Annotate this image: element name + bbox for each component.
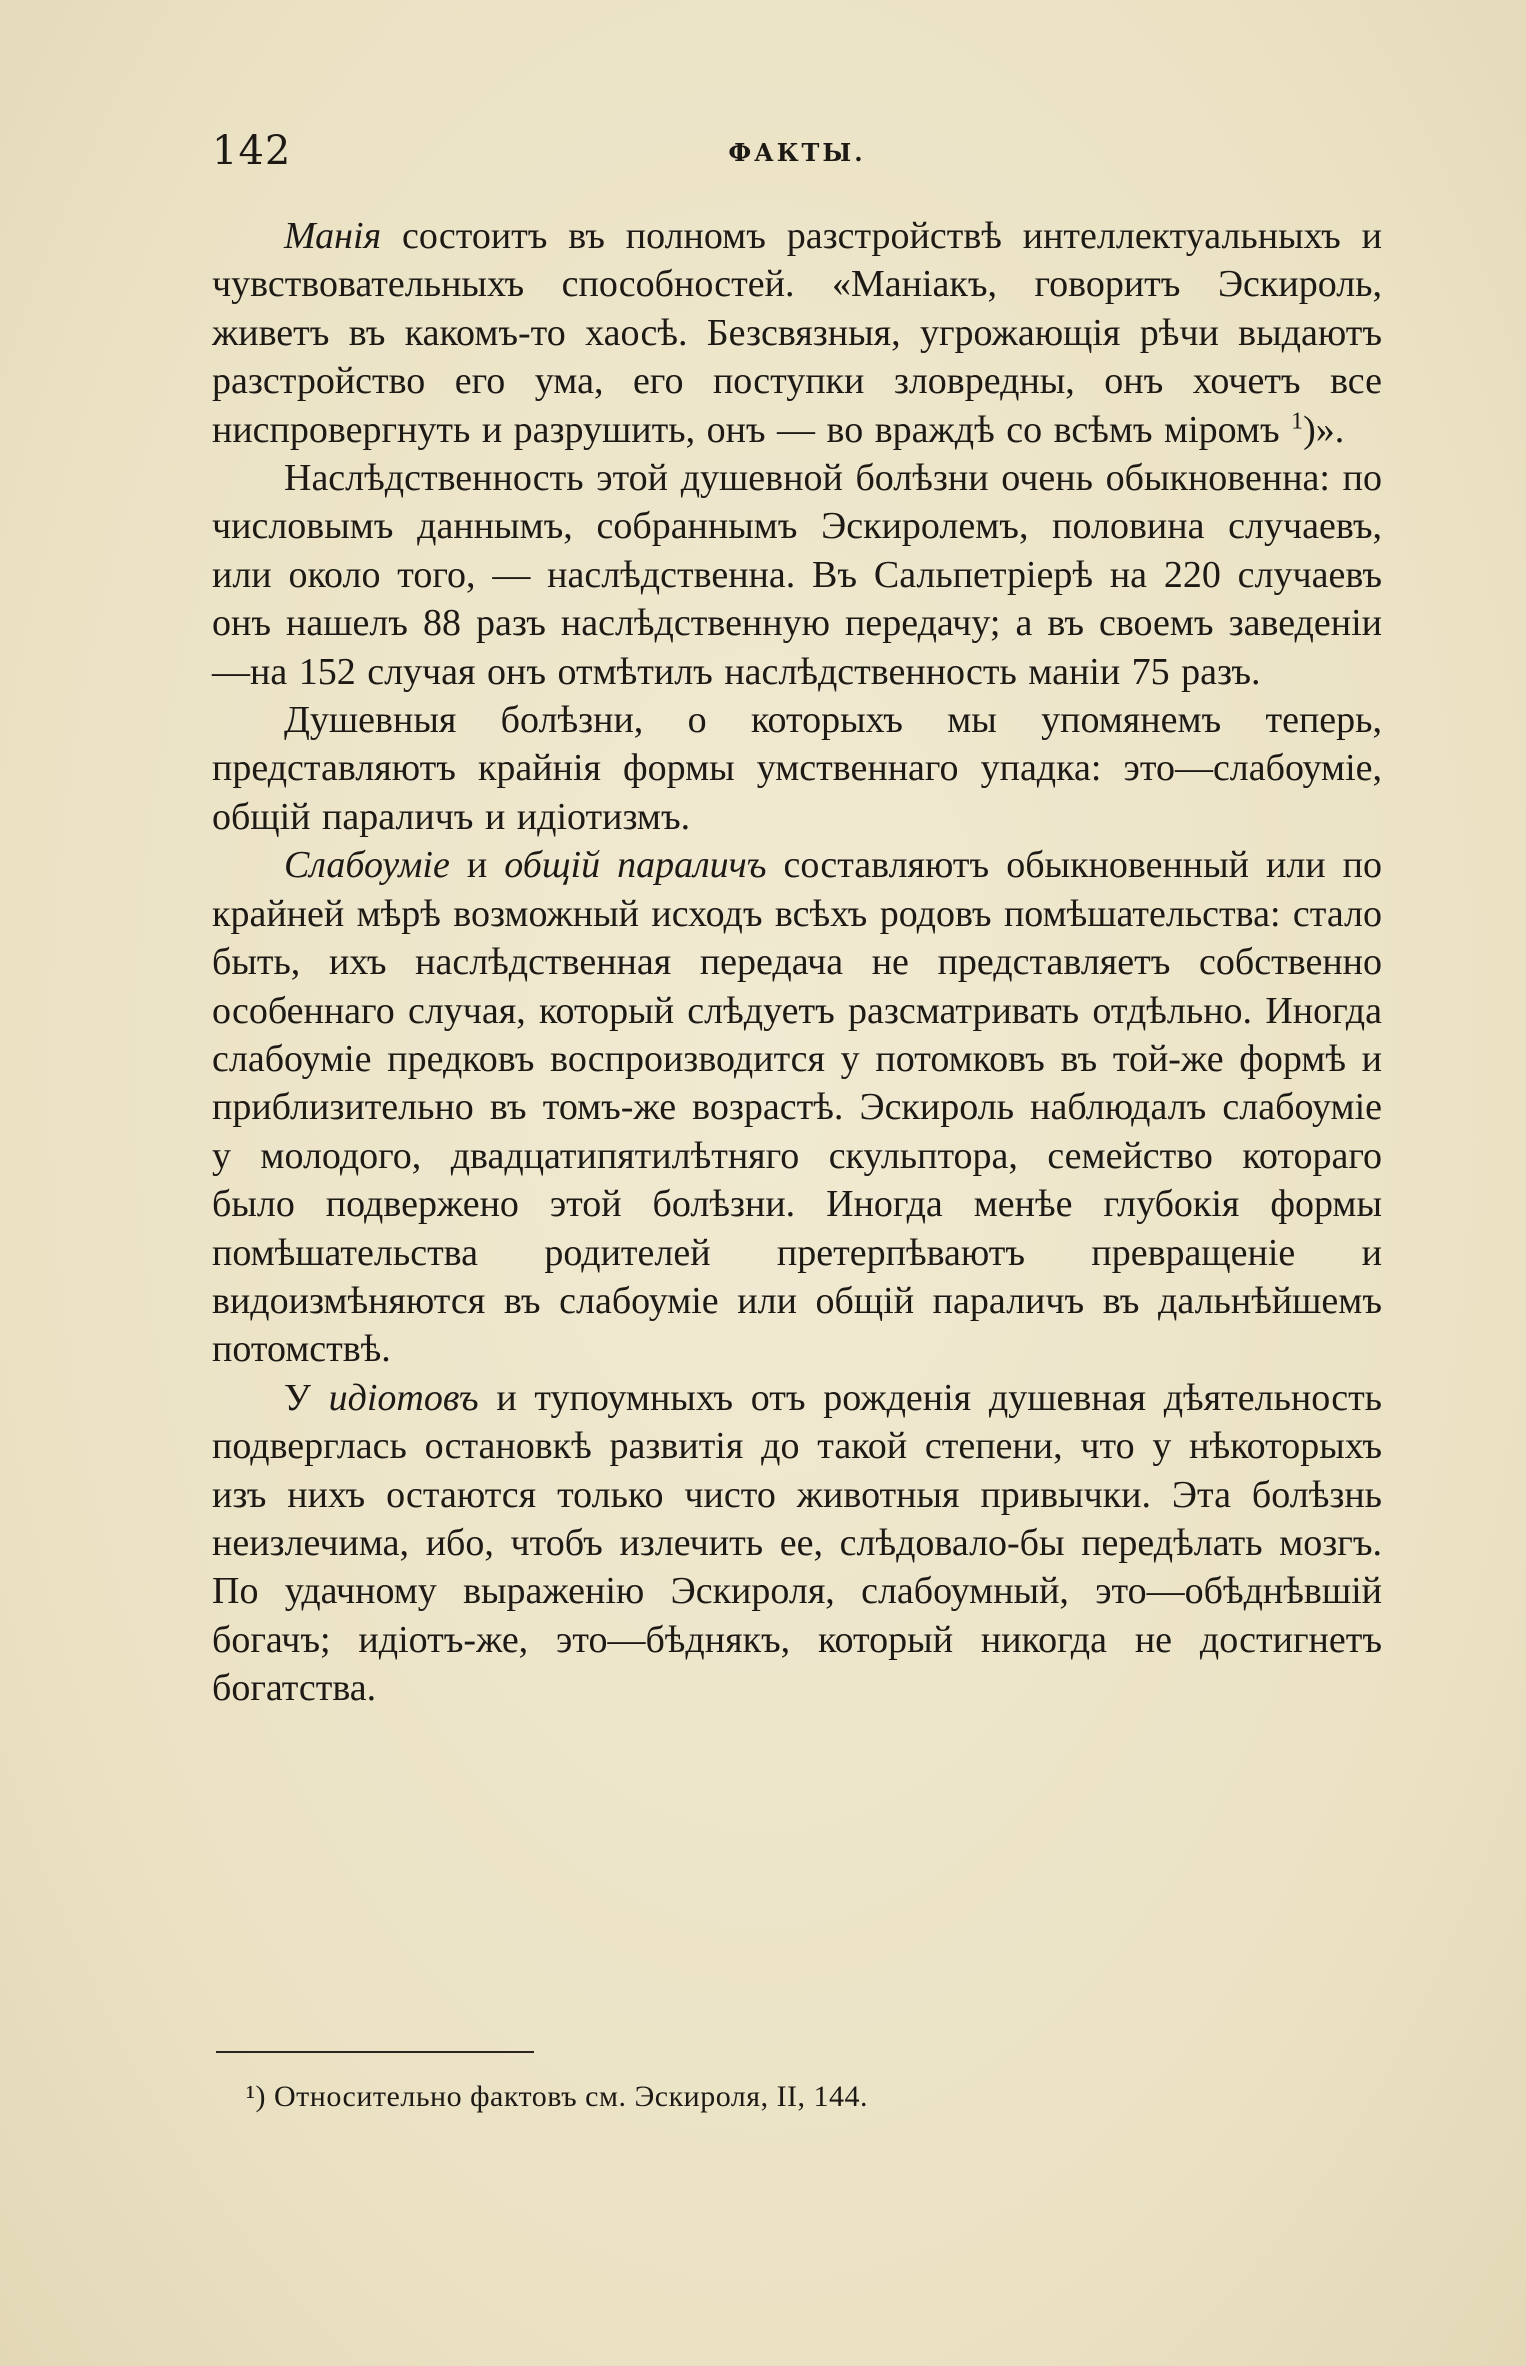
page-body <box>212 212 1382 1713</box>
paragraph-heredity <box>212 454 1382 696</box>
footnote-mark: ¹) <box>246 2080 266 2113</box>
term-mania: Манія <box>284 215 382 257</box>
paragraph-text: Наслѣдственность этой душевной болѣзни очень обыкновенна: по числовымъ даннымъ, собраннымъ Эскиролемъ, половина случаевъ, или около того, — наслѣдственна. Въ Сальпетріерѣ на 220 случаевъ онъ нашелъ 88 разъ наслѣдственную передачу; а въ своемъ заведеніи—на 152 случая онъ отмѣтилъ наслѣдственность маніи 75 разъ. <box>212 457 1382 693</box>
term-dementia: Слабоуміе <box>284 844 450 887</box>
paragraph-text: Душевныя болѣзни, о которыхъ мы упомянемъ теперь, представляютъ крайнія формы умственнаго упадка: это—слабоуміе, общій параличъ и идіотизмъ. <box>212 699 1382 838</box>
footnote-reference: 1 <box>1291 407 1304 434</box>
footnote <box>246 2080 868 2114</box>
paragraph-text-end: )». <box>1303 408 1345 451</box>
paragraph-dementia <box>212 841 1382 1373</box>
paragraph-extreme-forms <box>212 696 1382 841</box>
paragraph-text: и тупоумныхъ отъ рожденія душевная дѣятельность подверглась остановкѣ развитія до такой степени, что у нѣкоторыхъ изъ нихъ остаются только чисто животныя привычки. Эта болѣзнь неизлечима, ибо, чтобъ излечить ее, слѣдовало-бы передѣлать мозгъ. По удачному выраженію Эскироля, слабоумный, это—обѣднѣвшій богачъ; идіотъ-же, это—бѣднякъ, который никогда не достигнетъ богатства. <box>212 1376 1383 1710</box>
paragraph-conjunction: и <box>449 844 505 887</box>
term-idiots: идіотовъ <box>328 1376 479 1419</box>
paragraph-text: состоитъ въ полномъ разстройствѣ интеллектуальныхъ и чувствовательныхъ способностей. «Маніакъ, говоритъ Эскироль, живетъ въ какомъ-то хаосѣ. Безсвязныя, угрожающія рѣчи выдаютъ разстройство его ума, его поступки зловредны, онъ хочетъ все ниспровергнуть и разрушить, онъ — во враждѣ со всѣмъ міромъ <box>212 215 1382 451</box>
page-number: 142 <box>212 128 292 174</box>
paragraph-text-start: У <box>284 1376 329 1419</box>
running-title: ФАКТЫ. <box>728 138 866 167</box>
footnote-text: Относительно фактовъ см. Эскироля, II, 144. <box>265 2080 869 2113</box>
paragraph-idiots <box>212 1374 1382 1713</box>
page-header <box>212 128 1382 188</box>
term-general-paralysis: общій параличъ <box>504 844 767 887</box>
paragraph-text: составляютъ обыкновенный или по крайней мѣрѣ возможный исходъ всѣхъ родовъ помѣшательства: стало быть, ихъ наслѣдственная передача не представляетъ собственно особеннаго случая, который слѣдуетъ разсматривать отдѣльно. Иногда слабоуміе предковъ воспроизводится у потомковъ въ той-же формѣ и приблизительно въ томъ-же возрастѣ. Эскироль наблюдалъ слабоуміе у молодого, двадцатипятилѣтняго скульптора, семейство котораго было подвержено этой болѣзни. Иногда менѣе глубокія формы помѣшательства родителей претерпѣваютъ превращеніе и видоизмѣняются въ слабоуміе или общій параличъ въ дальнѣйшемъ потомствѣ. <box>212 844 1382 1371</box>
footnote-divider <box>216 2051 534 2053</box>
paragraph-mania <box>212 212 1382 454</box>
